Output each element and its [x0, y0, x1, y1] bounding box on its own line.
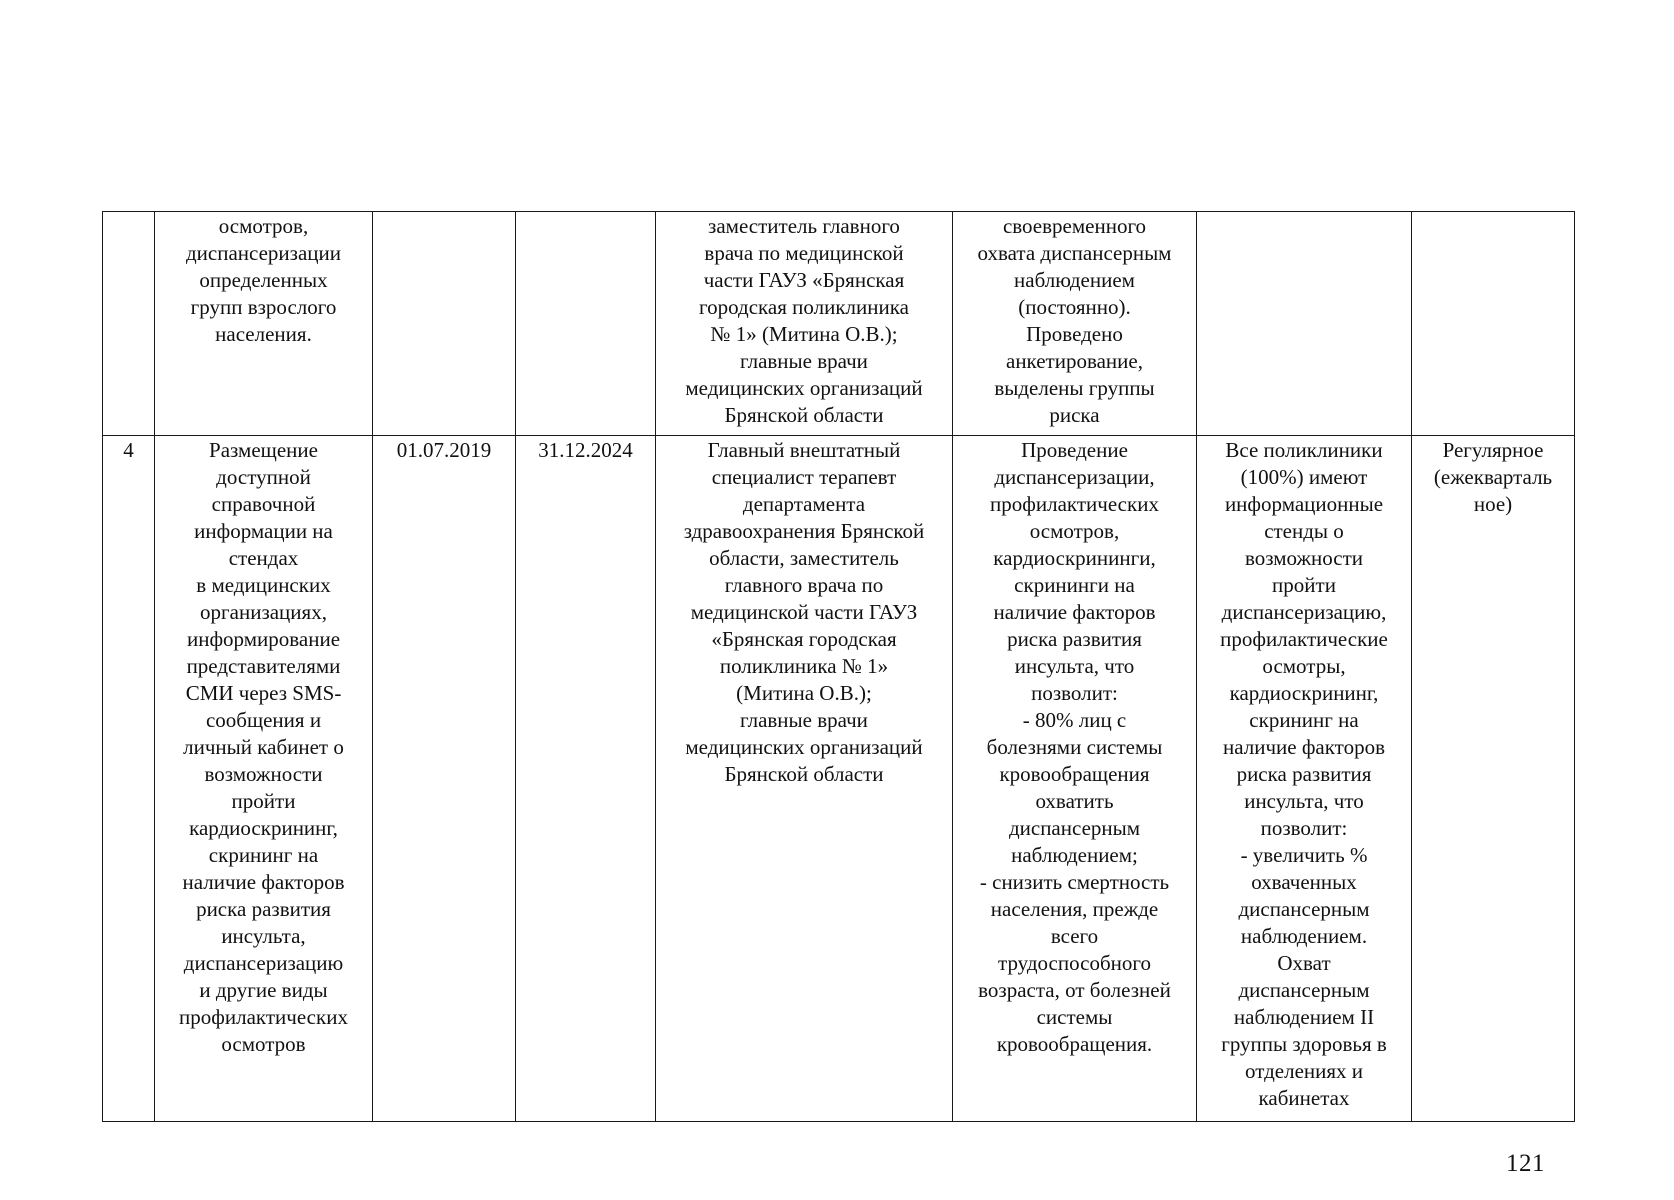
page-number: 121	[1506, 1150, 1545, 1177]
result-cell: Проведение диспансеризации, профилактических осмотров, кардиоскрининги, скрининги на наличие факторов риска развития инсульта, что позволит: - 80% лиц с болезнями системы кровообращения охватить диспансерным наблюдением; - снизить смертность населения, прежде всего трудоспособного возраста, от болезней системы кровообращения.	[953, 436, 1197, 1122]
result-cell: своевременного охвата диспансерным наблюдением (постоянно). Проведено анкетирование, выделены группы риска	[953, 212, 1197, 436]
responsible-cell: Главный внештатный специалист терапевт департамента здравоохранения Брянской области, заместитель главного врача по медицинской части ГАУЗ «Брянская городская поликлиника № 1» (Митина О.В.); главные врачи медицинских организаций Брянской области	[656, 436, 953, 1122]
start-date-cell	[373, 212, 516, 436]
table-row	[103, 436, 1575, 1122]
activity-cell: осмотров, диспансеризации определенных групп взрослого населения.	[155, 212, 373, 436]
frequency-cell	[1412, 212, 1575, 436]
measures-table	[102, 211, 1575, 1122]
end-date-cell: 31.12.2024	[516, 436, 656, 1122]
frequency-cell: Регулярное (ежекварталь ное)	[1412, 436, 1575, 1122]
indicator-cell: Все поликлиники (100%) имеют информационные стенды о возможности пройти диспансеризацию, профилактические осмотры, кардиоскрининг, скрининг на наличие факторов риска развития инсульта, что позволит: - увеличить % охваченных диспансерным наблюдением. Охват диспансерным наблюдением II группы здоровья в отделениях и кабинетах	[1197, 436, 1412, 1122]
row-number-cell	[103, 212, 155, 436]
start-date-cell: 01.07.2019	[373, 436, 516, 1122]
indicator-cell	[1197, 212, 1412, 436]
responsible-cell: заместитель главного врача по медицинской части ГАУЗ «Брянская городская поликлиника № 1» (Митина О.В.); главные врачи медицинских организаций Брянской области	[656, 212, 953, 436]
table-row	[103, 212, 1575, 436]
activity-cell: Размещение доступной справочной информации на стендах в медицинских организациях, информирование представителями СМИ через SMS- сообщения и личный кабинет о возможности пройти кардиоскрининг, скрининг на наличие факторов риска развития инсульта, диспансеризацию и другие виды профилактических осмотров	[155, 436, 373, 1122]
end-date-cell	[516, 212, 656, 436]
row-number-cell: 4	[103, 436, 155, 1122]
